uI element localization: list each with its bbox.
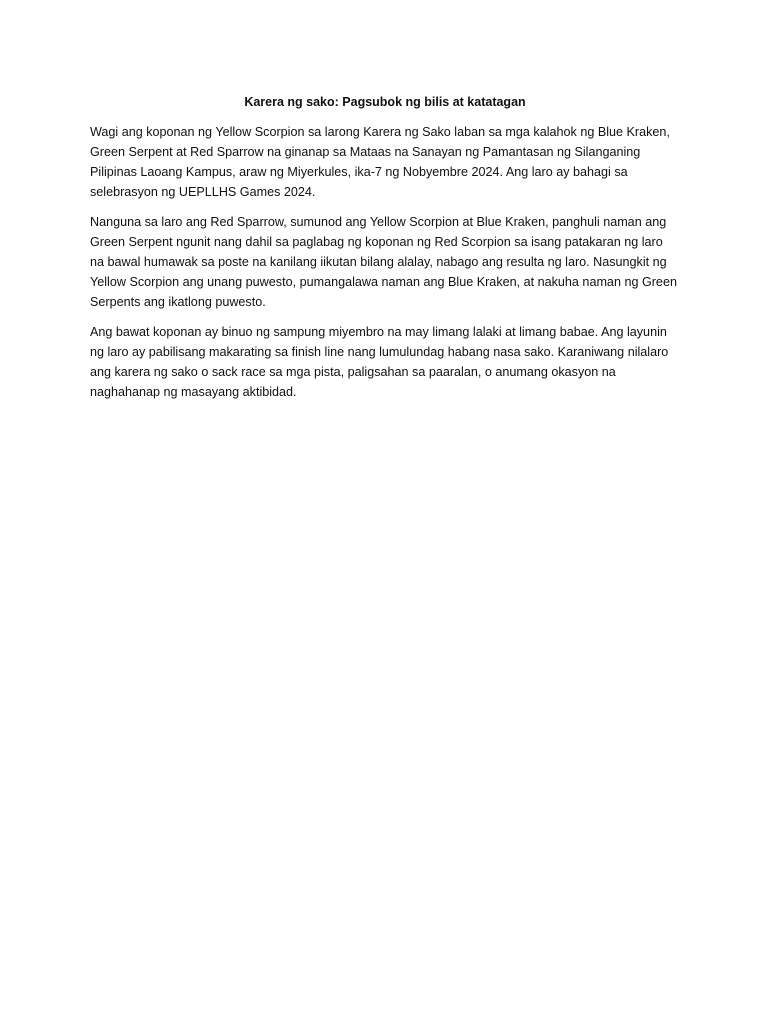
- paragraph-2: Nanguna sa laro ang Red Sparrow, sumunod ang Yellow Scorpion at Blue Kraken, panghuli naman ang Green Serpent ngunit nang dahil sa paglabag ng koponan ng Red Scorpion sa isang patakaran ng laro na bawal humawak sa poste na kanilang iikutan bilang alalay, nabago ang resulta ng laro. Nasungkit ng Yellow Scorpion ang unang puwesto, pumangalawa naman ang Blue Kraken, at nakuha naman ng Green Serpents ang ikatlong puwesto.: [90, 215, 677, 309]
- document-title: Karera ng sako: Pagsubok ng bilis at katatagan: [244, 95, 526, 109]
- paragraph-3: Ang bawat koponan ay binuo ng sampung miyembro na may limang lalaki at limang babae. Ang layunin ng laro ay pabilisang makarating sa finish line nang lumulundag habang nasa sako. Karaniwang nilalaro ang karera ng sako o sack race sa mga pista, paligsahan sa paaralan, o anumang okasyon na naghahanap ng masayang aktibidad.: [90, 325, 669, 399]
- document-page: [90, 94, 680, 412]
- paragraph-1: Wagi ang koponan ng Yellow Scorpion sa larong Karera ng Sako laban sa mga kalahok ng Blue Kraken, Green Serpent at Red Sparrow na ginanap sa Mataas na Sanayan ng Pamantasan ng Silanganing Pilipinas Laoang Kampus, araw ng Miyerkules, ika-7 ng Nobyembre 2024. Ang laro ay bahagi sa selebrasyon ng UEPLLHS Games 2024.: [90, 125, 670, 199]
